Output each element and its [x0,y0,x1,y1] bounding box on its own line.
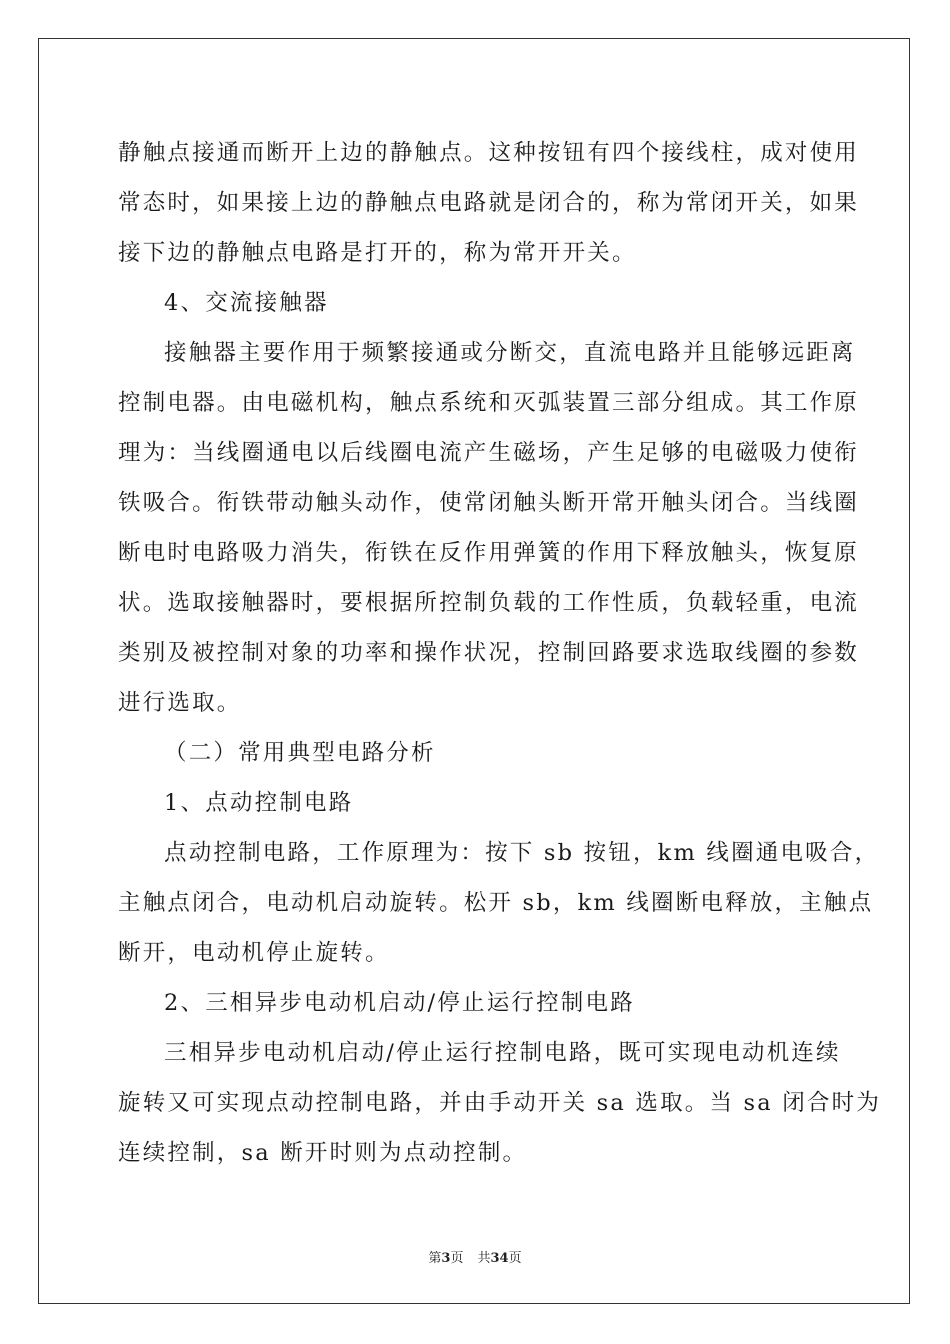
text-line: 断电时电路吸力消失，衔铁在反作用弹簧的作用下释放触头，恢复原 [118,540,860,566]
text-line: 类别及被控制对象的功率和操作状况，控制回路要求选取线圈的参数 [118,640,860,666]
text-line: 主触点闭合，电动机启动旋转。松开 sb，km 线圈断电释放，主触点 [118,890,874,916]
total-pages: 34 [490,1251,509,1266]
page-footer [0,1247,950,1266]
section-heading: 1、点动控制电路 [164,790,354,816]
text-line: 状。选取接触器时，要根据所控制负载的工作性质，负载轻重，电流 [118,590,860,616]
text-line: 断开，电动机停止旋转。 [118,940,390,966]
text-line: 三相异步电动机启动/停止运行控制电路，既可实现电动机连续 [164,1040,841,1066]
text-line: 理为：当线圈通电以后线圈电流产生磁场，产生足够的电磁吸力使衔 [118,440,860,466]
page-number: 3 [441,1251,451,1266]
total-prefix: 共 [477,1251,491,1266]
text-line: 旋转又可实现点动控制电路，并由手动开关 sa 选取。当 sa 闭合时为 [118,1090,882,1116]
section-heading: 2、三相异步电动机启动/停止运行控制电路 [164,990,635,1016]
page-prefix: 第 [428,1251,442,1266]
section-heading: （二）常用典型电路分析 [164,740,436,766]
text-line: 连续控制，sa 断开时则为点动控制。 [118,1140,528,1166]
text-line: 接触器主要作用于频繁接通或分断交，直流电路并且能够远距离 [164,340,856,366]
text-line: 接下边的静触点电路是打开的，称为常开开关。 [118,240,637,266]
text-line: 点动控制电路，工作原理为：按下 sb 按钮，km 线圈通电吸合， [164,840,880,866]
section-heading: 4、交流接触器 [164,290,329,316]
text-line: 铁吸合。衔铁带动触头动作，使常闭触头断开常开触头闭合。当线圈 [118,490,860,516]
text-line: 进行选取。 [118,690,242,716]
page-suffix: 页 [450,1251,464,1266]
document-body [118,128,882,1178]
text-line: 控制电器。由电磁机构，触点系统和灭弧装置三部分组成。其工作原 [118,390,860,416]
text-line: 常态时，如果接上边的静触点电路就是闭合的，称为常闭开关，如果 [118,190,860,216]
total-suffix: 页 [508,1251,522,1266]
text-line: 静触点接通而断开上边的静触点。这种按钮有四个接线柱，成对使用 [118,140,860,166]
